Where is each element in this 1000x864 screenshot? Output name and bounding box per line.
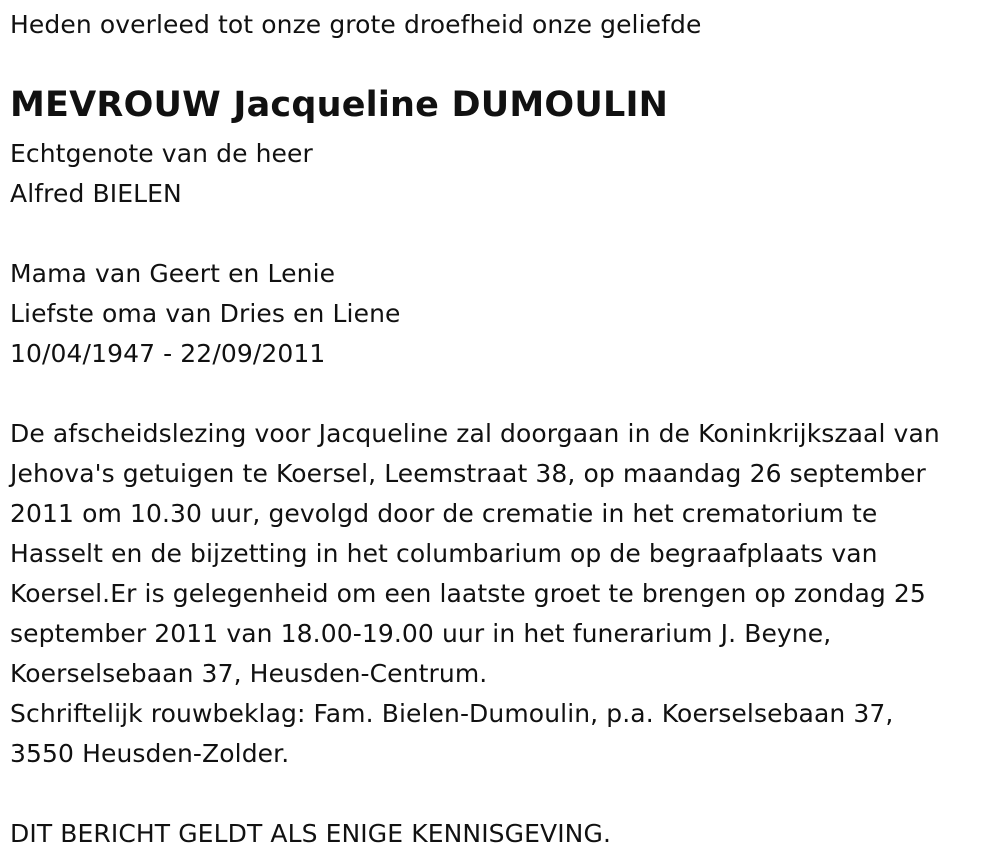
spouse-line-2: Alfred BIELEN: [10, 179, 182, 208]
deceased-name: MEVROUW Jacqueline DUMOULIN: [10, 85, 669, 125]
body-line-7: Koerselsebaan 37, Heusden-Centrum.: [10, 659, 488, 688]
dates-line: 10/04/1947 - 22/09/2011: [10, 339, 326, 368]
body-line-3: 2011 om 10.30 uur, gevolgd door de crematie in het crematorium te: [10, 499, 878, 528]
closing-text: DIT BERICHT GELDT ALS ENIGE KENNISGEVING.: [10, 819, 611, 848]
body-line-4: Hasselt en de bijzetting in het columbarium op de begraafplaats van: [10, 539, 878, 568]
family-line-2: Liefste oma van Dries en Liene: [10, 299, 401, 328]
body-line-1: De afscheidslezing voor Jacqueline zal doorgaan in de Koninkrijkszaal van: [10, 419, 940, 448]
body-line-8: Schriftelijk rouwbeklag: Fam. Bielen-Dumoulin, p.a. Koerselsebaan 37,: [10, 699, 894, 728]
body-line-2: Jehova's getuigen te Koersel, Leemstraat 38, op maandag 26 september: [10, 459, 926, 488]
family-line-1: Mama van Geert en Lenie: [10, 259, 336, 288]
body-line-6: september 2011 van 18.00-19.00 uur in het funerarium J. Beyne,: [10, 619, 832, 648]
body-line-9: 3550 Heusden-Zolder.: [10, 739, 290, 768]
body-line-5: Koersel.Er is gelegenheid om een laatste groet te brengen op zondag 25: [10, 579, 926, 608]
intro-text: Heden overleed tot onze grote droefheid onze geliefde: [10, 10, 702, 39]
spouse-line-1: Echtgenote van de heer: [10, 139, 313, 168]
